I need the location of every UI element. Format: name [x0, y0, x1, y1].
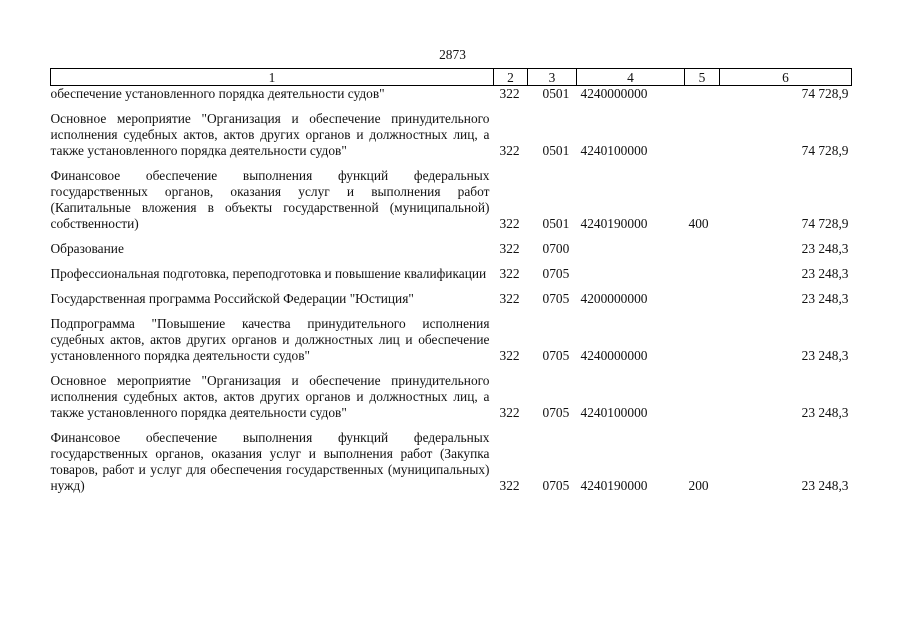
row-target-article: 4240100000 — [580, 143, 648, 158]
row-description: Основное мероприятие "Организация и обеспечение принудительного исполнения судебных актов, актов других органов и должностных лиц, а также установленного порядка деятельности судов" — [50, 373, 490, 420]
row-expense-type — [685, 316, 720, 364]
row-ministry-code: 322 — [499, 216, 520, 231]
row-spacer-cell — [51, 282, 852, 291]
row-spacer-cell — [51, 257, 852, 266]
row-section-code: 0700 — [542, 241, 570, 256]
row-spacer — [51, 102, 852, 111]
row-spacer-cell — [51, 307, 852, 316]
row-expense-type: 400 — [688, 216, 709, 231]
row-spacer — [51, 307, 852, 316]
row-target-article: 4200000000 — [580, 291, 648, 306]
header-col-5: 5 — [685, 69, 720, 86]
row-expense-type — [685, 291, 720, 307]
row-expense-type — [685, 266, 720, 282]
row-description: Финансовое обеспечение выполнения функций федеральных государственных органов, оказания услуг и выполнения работ (Закупка товаров, работ и услуг для обеспечения государственных (муниципальных) нужд) — [50, 430, 490, 493]
row-target-article: 4240100000 — [580, 405, 648, 420]
row-target-article: 4240190000 — [580, 216, 648, 231]
row-description: Государственная программа Российской Федерации "Юстиция" — [50, 291, 414, 306]
row-description: Образование — [50, 241, 124, 256]
table-row — [51, 111, 852, 159]
row-description: обеспечение установленного порядка деятельности судов" — [50, 86, 385, 101]
row-expense-type: 200 — [688, 478, 709, 493]
table-row — [51, 373, 852, 421]
row-amount: 74 728,9 — [801, 216, 849, 231]
row-section-code: 0705 — [542, 405, 570, 420]
row-ministry-code: 322 — [499, 86, 520, 101]
table-header — [51, 69, 852, 86]
row-amount: 74 728,9 — [801, 143, 849, 158]
row-description: Финансовое обеспечение выполнения функций федеральных государственных органов, оказания услуг и выполнения работ (Капитальные вложения в объекты государственной (муниципальной) собственности) — [50, 168, 490, 231]
row-section-code: 0705 — [542, 291, 570, 306]
row-description: Профессиональная подготовка, переподготовка и повышение квалификации — [50, 266, 487, 281]
row-section-code: 0501 — [542, 143, 570, 158]
table-row — [51, 86, 852, 103]
table-body — [51, 86, 852, 495]
row-spacer — [51, 257, 852, 266]
row-spacer-cell — [51, 421, 852, 430]
row-description: Подпрограмма "Повышение качества принудительного исполнения судебных актов, актов других органов и должностных лиц и обеспечение установленного порядка деятельности судов" — [50, 316, 490, 363]
header-col-4: 4 — [577, 69, 685, 86]
row-amount: 74 728,9 — [801, 86, 849, 101]
header-col-1: 1 — [51, 69, 494, 86]
row-target-article — [577, 241, 685, 257]
row-ministry-code: 322 — [499, 405, 520, 420]
row-spacer — [51, 159, 852, 168]
row-target-article: 4240000000 — [580, 86, 648, 101]
table-row — [51, 316, 852, 364]
row-section-code: 0705 — [542, 266, 570, 281]
row-amount: 23 248,3 — [801, 478, 849, 493]
row-ministry-code: 322 — [499, 143, 520, 158]
row-section-code: 0705 — [542, 348, 570, 363]
row-spacer — [51, 282, 852, 291]
table-row — [51, 241, 852, 257]
header-row — [51, 69, 852, 86]
row-description: Основное мероприятие "Организация и обеспечение принудительного исполнения судебных актов, актов других органов и должностных лиц, а также установленного порядка деятельности судов" — [50, 111, 490, 158]
row-amount: 23 248,3 — [801, 405, 849, 420]
row-spacer — [51, 232, 852, 241]
row-spacer-cell — [51, 102, 852, 111]
row-target-article: 4240000000 — [580, 348, 648, 363]
row-expense-type — [685, 373, 720, 421]
row-target-article: 4240190000 — [580, 478, 648, 493]
header-col-6: 6 — [720, 69, 852, 86]
row-spacer — [51, 421, 852, 430]
row-amount: 23 248,3 — [801, 241, 849, 256]
row-section-code: 0501 — [542, 216, 570, 231]
row-expense-type — [685, 111, 720, 159]
row-ministry-code: 322 — [499, 478, 520, 493]
row-expense-type — [685, 86, 720, 103]
row-ministry-code: 322 — [499, 348, 520, 363]
row-spacer-cell — [51, 159, 852, 168]
row-spacer-cell — [51, 232, 852, 241]
row-section-code: 0705 — [542, 478, 570, 493]
row-section-code: 0501 — [542, 86, 570, 101]
header-col-3: 3 — [528, 69, 577, 86]
row-ministry-code: 322 — [499, 291, 520, 306]
budget-table — [50, 68, 852, 494]
row-target-article — [577, 266, 685, 282]
row-ministry-code: 322 — [499, 241, 520, 256]
table-row — [51, 430, 852, 494]
row-spacer-cell — [51, 364, 852, 373]
row-spacer — [51, 364, 852, 373]
table-row — [51, 168, 852, 232]
row-amount: 23 248,3 — [801, 266, 849, 281]
row-ministry-code: 322 — [499, 266, 520, 281]
table-row — [51, 266, 852, 282]
page-number: 2873 — [439, 47, 466, 62]
row-amount: 23 248,3 — [801, 348, 849, 363]
row-expense-type — [685, 241, 720, 257]
table-row — [51, 291, 852, 307]
row-amount: 23 248,3 — [801, 291, 849, 306]
header-col-2: 2 — [494, 69, 528, 86]
